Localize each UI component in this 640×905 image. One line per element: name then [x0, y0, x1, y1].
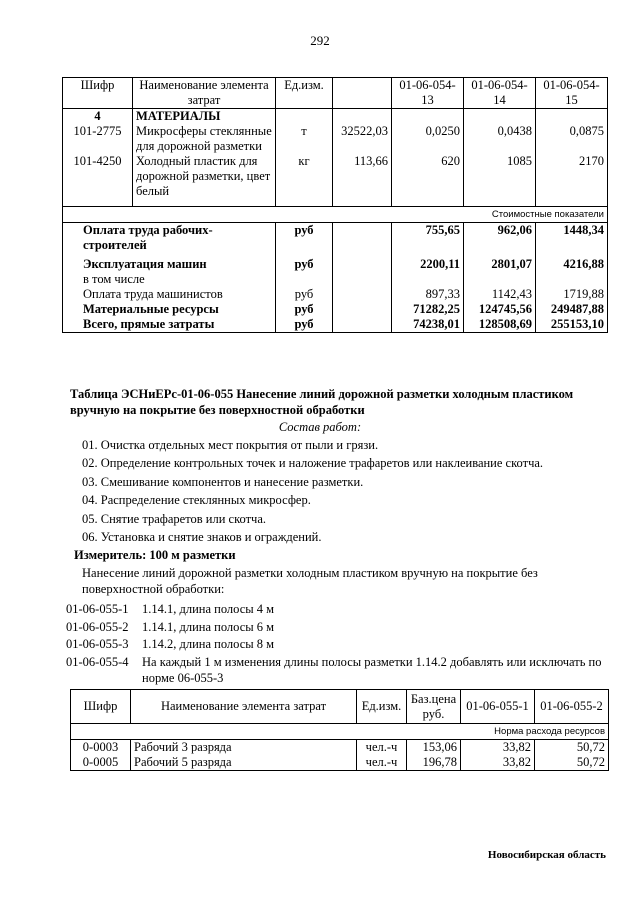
header-code: Шифр [63, 78, 133, 109]
cost-indicators-label: Стоимостные показатели [63, 206, 608, 222]
composition-title: Состав работ: [278, 420, 362, 434]
composition-item: 06. Установка и снятие знаков и ограждений. [82, 530, 322, 544]
row-name: Микросферы стеклянные для дорожной разметки [133, 124, 276, 154]
cost-row [63, 253, 608, 272]
cost-v1: 2200,11 [392, 253, 464, 272]
row-unit: чел.-ч [357, 755, 407, 771]
cost-row [63, 317, 608, 333]
item-text: На каждый 1 м изменения длины полосы разметки 1.14.2 добавлять или исключать по норме 06-055-3 [142, 655, 602, 685]
cost-name: Эксплуатация машин [63, 253, 276, 272]
table-row [71, 755, 609, 771]
header-name: Наименование элемента затрат [133, 78, 276, 109]
row-name: Рабочий 5 разряда [131, 755, 357, 771]
header-price [333, 78, 392, 109]
page-number: 292 [310, 33, 330, 48]
header-name: Наименование элемента затрат [131, 690, 357, 724]
row-code: 0-0003 [71, 740, 131, 756]
header-code: Шифр [71, 690, 131, 724]
row-v2: 1085 [464, 154, 536, 206]
cost-v2: 124745,56 [464, 302, 536, 317]
cost-row [63, 302, 608, 317]
row-unit: т [276, 124, 333, 154]
item-text: 1.14.1, длина полосы 4 м [142, 602, 275, 616]
cost-v3: 1719,88 [536, 287, 608, 302]
composition-item: 01. Очистка отдельных мест покрытия от пыли и грязи. [82, 438, 379, 452]
meter: Измеритель: 100 м разметки [74, 548, 236, 562]
item-text: 1.14.1, длина полосы 6 м [142, 620, 275, 634]
resource-table-055 [70, 689, 609, 771]
header-col-2: 01-06-055-2 [535, 690, 609, 724]
composition-item: 02. Определение контрольных точек и наложение трафаретов или наклеивание скотча. [82, 456, 544, 470]
cost-v3: 249487,88 [536, 302, 608, 317]
cost-unit: руб [276, 317, 333, 333]
item-code: 01-06-055-3 [66, 637, 129, 651]
item-code: 01-06-055-2 [66, 620, 129, 634]
row-v1: 0,0250 [392, 124, 464, 154]
row-name: Холодный пластик для дорожной разметки, цвет белый [133, 154, 276, 206]
row-v1: 33,82 [461, 755, 535, 771]
cost-name: Оплата труда рабочих-строителей [63, 222, 276, 253]
item-text: 1.14.2, длина полосы 8 м [142, 637, 275, 651]
cost-v2: 2801,07 [464, 253, 536, 272]
footer-region: Новосибирская область [487, 849, 606, 861]
norm-label-row [71, 724, 609, 740]
table-header-row [63, 78, 608, 109]
row-v2: 0,0438 [464, 124, 536, 154]
cost-v3: 1448,34 [536, 222, 608, 253]
row-v1: 620 [392, 154, 464, 206]
row-v2: 50,72 [535, 740, 609, 756]
table-header-row [71, 690, 609, 724]
cost-indicators-row [63, 206, 608, 222]
row-v3: 0,0875 [536, 124, 608, 154]
cost-row [63, 222, 608, 253]
cost-v3: 255153,10 [536, 317, 608, 333]
cost-v1: 74238,01 [392, 317, 464, 333]
table-row [63, 154, 608, 206]
table-row [71, 740, 609, 756]
cost-unit: руб [276, 222, 333, 253]
section-code: 4 [63, 109, 133, 125]
section-name: МАТЕРИАЛЫ [133, 109, 276, 125]
header-col-14: 01-06-054-14 [464, 78, 536, 109]
header-unit: Ед.изм. [276, 78, 333, 109]
row-code: 101-2775 [63, 124, 133, 154]
cost-v1: 755,65 [392, 222, 464, 253]
cost-v2: 1142,43 [464, 287, 536, 302]
cost-name: в том числе [63, 272, 276, 287]
composition-item: 05. Снятие трафаретов или скотча. [82, 512, 267, 526]
cost-v2: 962,06 [464, 222, 536, 253]
cost-unit: руб [276, 253, 333, 272]
composition-item: 03. Смешивание компонентов и нанесение разметки. [82, 475, 364, 489]
item-code: 01-06-055-4 [66, 655, 129, 669]
row-v1: 33,82 [461, 740, 535, 756]
row-v2: 50,72 [535, 755, 609, 771]
table-row [63, 124, 608, 154]
row-name: Рабочий 3 разряда [131, 740, 357, 756]
row-price: 113,66 [333, 154, 392, 206]
row-price: 32522,03 [333, 124, 392, 154]
cost-name: Материальные ресурсы [63, 302, 276, 317]
cost-row [63, 287, 608, 302]
cost-name: Оплата труда машинистов [63, 287, 276, 302]
header-col-13: 01-06-054-13 [392, 78, 464, 109]
cost-name: Всего, прямые затраты [63, 317, 276, 333]
row-code: 101-4250 [63, 154, 133, 206]
cost-row [63, 272, 608, 287]
header-col-1: 01-06-055-1 [461, 690, 535, 724]
row-code: 0-0005 [71, 755, 131, 771]
row-unit: кг [276, 154, 333, 206]
norm-label: Норма расхода ресурсов [71, 724, 609, 740]
cost-v1: 897,33 [392, 287, 464, 302]
row-unit: чел.-ч [357, 740, 407, 756]
row-v3: 2170 [536, 154, 608, 206]
item-code: 01-06-055-1 [66, 602, 129, 616]
section-row [63, 109, 608, 125]
table-caption: Таблица ЭСНиЕРс-01-06-055 Нанесение линий дорожной разметки холодным пластиком вручную на покрытие без поверхностной обработки [70, 387, 574, 417]
cost-table-054 [62, 77, 608, 333]
cost-unit: руб [276, 302, 333, 317]
header-price: Баз.цена руб. [407, 690, 461, 724]
cost-v3: 4216,88 [536, 253, 608, 272]
row-price: 153,06 [407, 740, 461, 756]
cost-unit: руб [276, 287, 333, 302]
row-price: 196,78 [407, 755, 461, 771]
header-unit: Ед.изм. [357, 690, 407, 724]
header-col-15: 01-06-054-15 [536, 78, 608, 109]
cost-v1: 71282,25 [392, 302, 464, 317]
composition-item: 04. Распределение стеклянных микросфер. [82, 493, 311, 507]
description: Нанесение линий дорожной разметки холодным пластиком вручную на покрытие без поверхностной обработки: [82, 566, 538, 596]
cost-v2: 128508,69 [464, 317, 536, 333]
